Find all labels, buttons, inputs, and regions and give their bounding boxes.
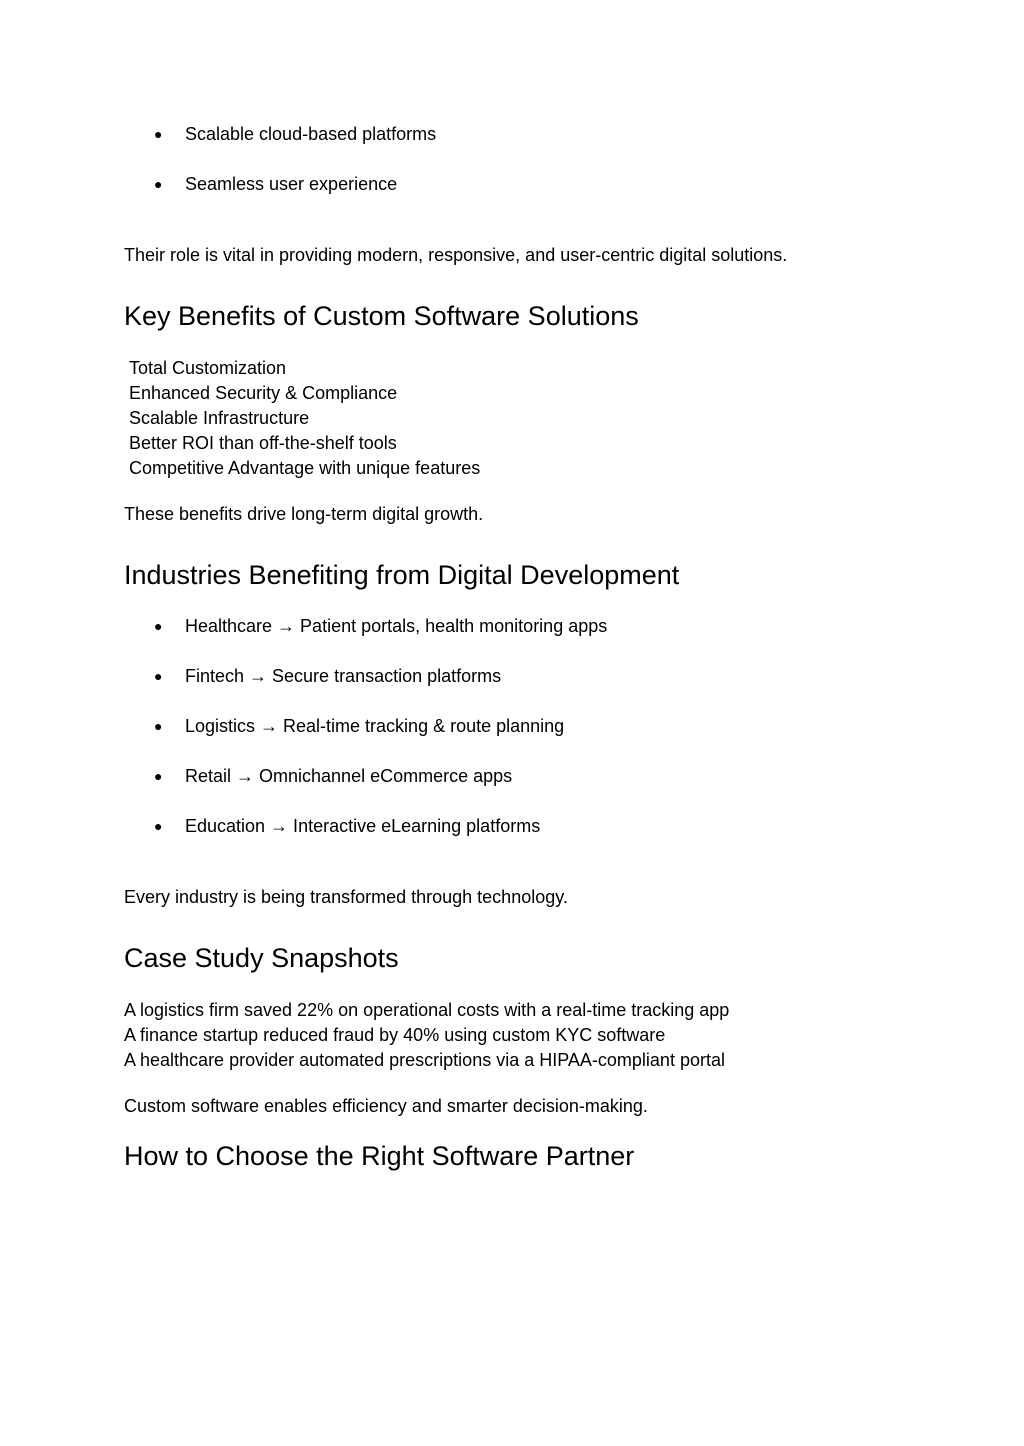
section-heading-industries: Industries Benefiting from Digital Development [124, 560, 680, 590]
list-item: Logistics → Real-time tracking & route planning [185, 716, 565, 736]
list-item: Education → Interactive eLearning platforms [185, 816, 541, 836]
list-item: Healthcare → Patient portals, health monitoring apps [185, 616, 608, 636]
bullet-marker: ● [154, 768, 163, 784]
section-heading-case-studies: Case Study Snapshots [124, 943, 399, 973]
bullet-marker: ● [154, 718, 163, 734]
bullet-marker: ● [154, 126, 163, 142]
list-item: Scalable cloud-based platforms [185, 124, 437, 144]
paragraph-industries-summary: Every industry is being transformed through technology. [124, 887, 568, 907]
list-item: Retail → Omnichannel eCommerce apps [185, 766, 513, 786]
bullet-marker: ● [154, 618, 163, 634]
bullet-marker: ● [154, 818, 163, 834]
benefit-line: Enhanced Security & Compliance [129, 383, 398, 403]
paragraph-benefits-summary: These benefits drive long-term digital growth. [124, 504, 484, 524]
benefit-line: Scalable Infrastructure [129, 408, 310, 428]
case-study-line: A finance startup reduced fraud by 40% using custom KYC software [124, 1025, 666, 1045]
paragraph-case-studies-summary: Custom software enables efficiency and smarter decision-making. [124, 1096, 648, 1116]
case-study-line: A logistics firm saved 22% on operational costs with a real-time tracking app [124, 1000, 730, 1020]
list-item: Seamless user experience [185, 174, 398, 194]
bullet-marker: ● [154, 668, 163, 684]
section-heading-partner: How to Choose the Right Software Partner [124, 1141, 635, 1171]
list-item: Fintech → Secure transaction platforms [185, 666, 502, 686]
section-heading-benefits: Key Benefits of Custom Software Solutions [124, 301, 639, 331]
benefit-line: Better ROI than off-the-shelf tools [129, 433, 397, 453]
benefit-line: Competitive Advantage with unique features [129, 458, 481, 478]
case-study-line: A healthcare provider automated prescriptions via a HIPAA-compliant portal [124, 1050, 725, 1070]
benefit-line: Total Customization [129, 358, 287, 378]
bullet-marker: ● [154, 176, 163, 192]
paragraph-role: Their role is vital in providing modern, responsive, and user-centric digital solutions. [124, 245, 788, 265]
